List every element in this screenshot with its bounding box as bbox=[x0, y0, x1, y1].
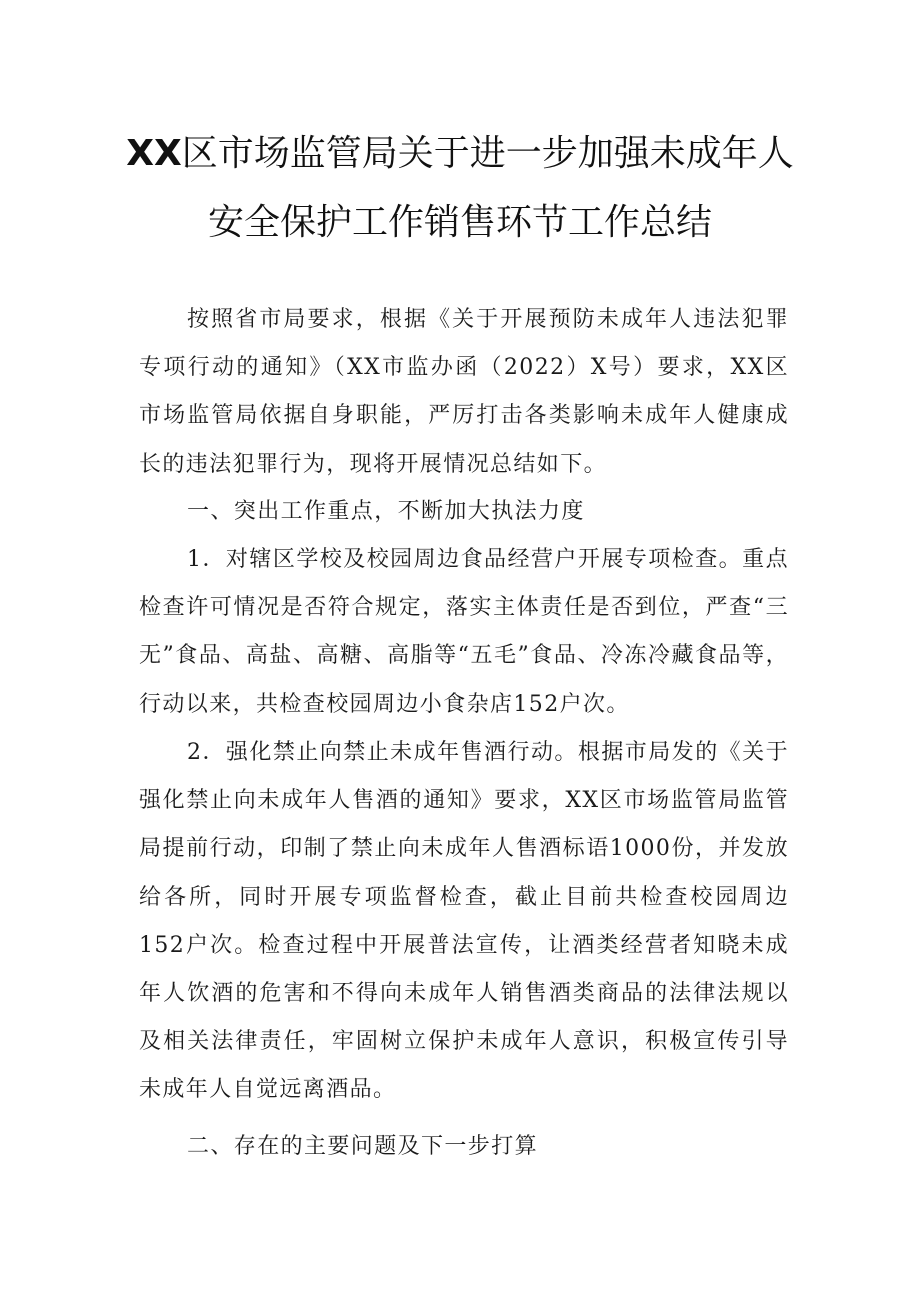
section-2-heading-block bbox=[139, 1123, 789, 1171]
item-1-paragraph-block bbox=[139, 536, 789, 729]
document-title-line-1 bbox=[0, 134, 920, 174]
intro-paragraph-block bbox=[139, 296, 789, 489]
item-2-paragraph: 2．强化禁止向禁止未成年售酒行动。根据市局发的《关于强化禁止向未成年人售酒的通知》要求，XX区市场监管局监管局提前行动，印制了禁止向未成年人售酒标语1000份，并发放给各所，同时开展专项监督检查，截止目前共检查校园周边152户次。检查过程中开展普法宣传，让酒类经营者知晓未成年人饮酒的危害和不得向未成年人销售酒类商品的法律法规以及相关法律责任，牢固树立保护未成年人意识，积极宣传引导未成年人自觉远离酒品。 bbox=[139, 740, 789, 1103]
item-1-paragraph: 1．对辖区学校及校园周边食品经营户开展专项检查。重点检查许可情况是否符合规定，落实主体责任是否到位，严查“三无”食品、高盐、高糖、高脂等“五毛”食品、冷冻冷藏食品等，行动以来，共检查校园周边小食杂店152户次。 bbox=[139, 547, 789, 717]
intro-paragraph: 按照省市局要求，根据《关于开展预防未成年人违法犯罪专项行动的通知》（XX市监办函（2022）X号）要求，XX区市场监管局依据自身职能，严厉打击各类影响未成年人健康成长的违法犯罪行为，现将开展情况总结如下。 bbox=[139, 307, 789, 477]
item-2-paragraph-block bbox=[139, 729, 789, 1115]
document-title-line-2: 安全保护工作销售环节工作总结 bbox=[207, 202, 712, 243]
section-2-heading: 二、存在的主要问题及下一步打算 bbox=[187, 1134, 539, 1159]
title-prefix: XX bbox=[126, 133, 182, 174]
section-1-heading: 一、突出工作重点，不断加大执法力度 bbox=[187, 499, 585, 524]
section-1-heading-block bbox=[139, 488, 789, 536]
title-line-1-text: 区市场监管局关于进一步加强未成年人 bbox=[181, 133, 794, 174]
